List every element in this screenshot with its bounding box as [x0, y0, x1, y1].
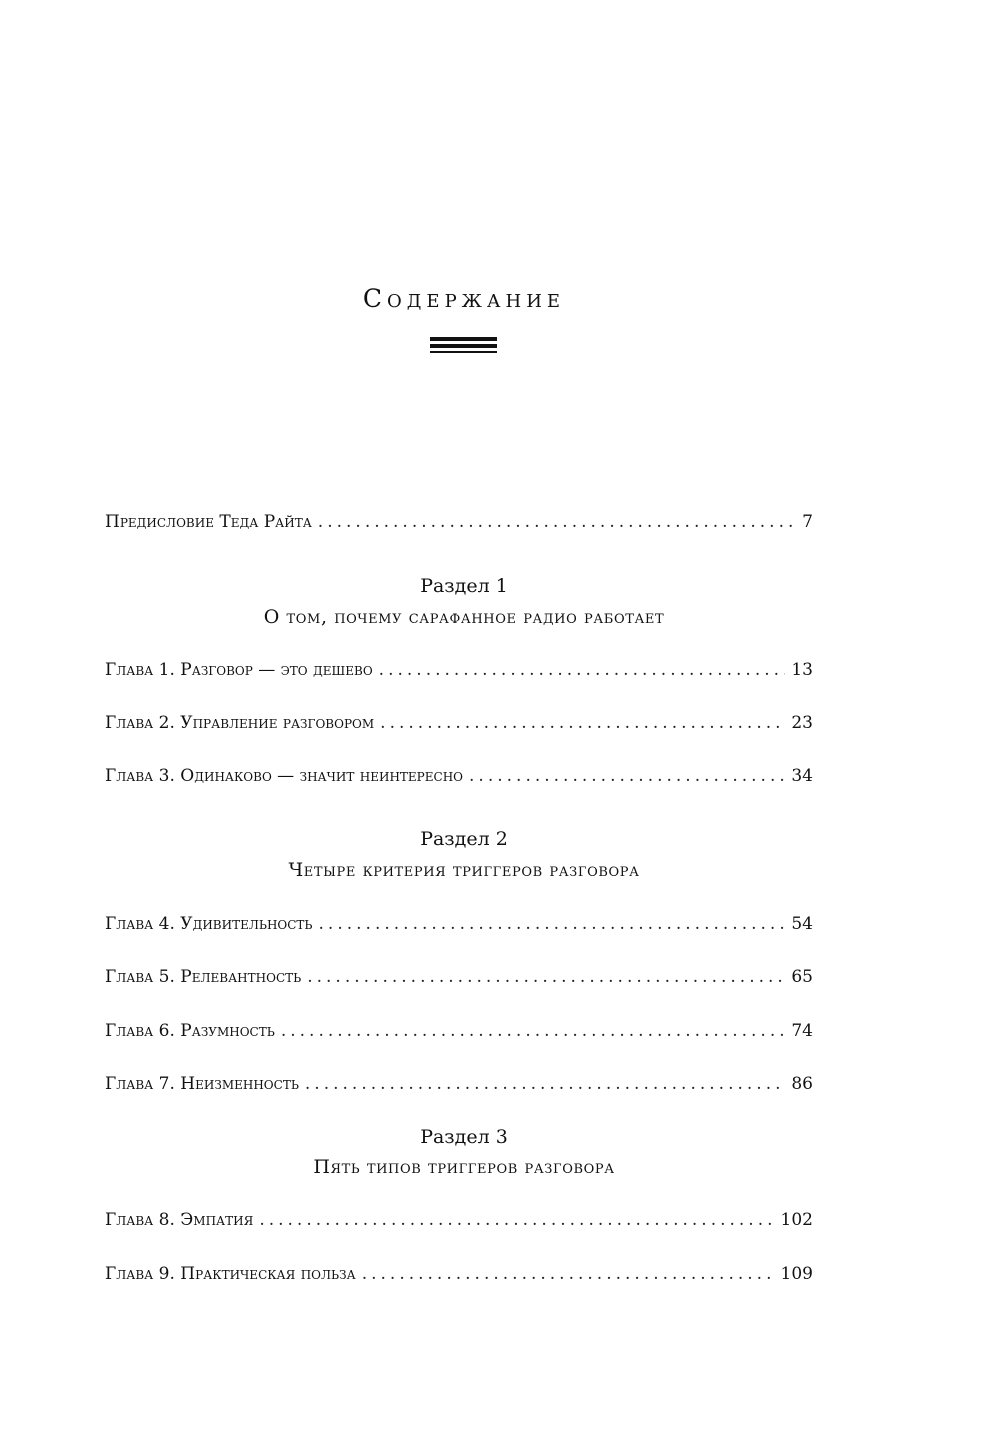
toc-entry-label: Глава 8. Эмпатия [105, 1210, 254, 1230]
toc-entry-page: 109 [780, 1264, 813, 1284]
toc-entry-chapter-6[interactable] [105, 1021, 813, 1041]
title-rule [430, 337, 497, 341]
title-rule [430, 351, 497, 353]
toc-entry-label: Глава 9. Практическая польза [105, 1264, 356, 1284]
toc-entry-chapter-5[interactable] [105, 967, 813, 987]
toc-entry-page: 34 [791, 766, 813, 786]
toc-entry-chapter-7[interactable] [105, 1074, 813, 1094]
section-number: Раздел 2 [420, 828, 508, 850]
toc-entry-label: Глава 6. Разумность [105, 1021, 275, 1041]
toc-entry-chapter-9[interactable] [105, 1264, 813, 1284]
dot-leader [305, 1074, 785, 1094]
toc-entry-label: Глава 3. Одинаково — значит неинтересно [105, 766, 464, 786]
toc-entry-page: 102 [780, 1210, 813, 1230]
toc-entry-label: Глава 1. Разговор — это дешево [105, 660, 373, 680]
dot-leader [318, 512, 796, 532]
toc-entry-chapter-1[interactable] [105, 660, 813, 680]
section-title: Пять типов триггеров разговора [313, 1156, 615, 1178]
section-number: Раздел 1 [420, 575, 508, 597]
toc-entry-page: 86 [791, 1074, 813, 1094]
toc-entry-label: Предисловие Теда Райта [105, 512, 312, 532]
title-rule [430, 344, 497, 348]
toc-entry-page: 65 [791, 967, 813, 987]
toc-entry-page: 74 [791, 1021, 813, 1041]
toc-entry-preface[interactable] [105, 512, 813, 532]
toc-entry-page: 23 [791, 713, 813, 733]
dot-leader [469, 766, 785, 786]
dot-leader [362, 1264, 775, 1284]
toc-entry-chapter-8[interactable] [105, 1210, 813, 1230]
toc-entry-chapter-3[interactable] [105, 766, 813, 786]
dot-leader [380, 713, 785, 733]
toc-entry-page: 13 [791, 660, 813, 680]
toc-entry-label: Глава 2. Управление разговором [105, 713, 375, 733]
section-title: О том, почему сарафанное радио работает [263, 606, 665, 628]
toc-entry-chapter-4[interactable] [105, 914, 813, 934]
toc-entry-label: Глава 5. Релевантность [105, 967, 302, 987]
toc-entry-label: Глава 7. Неизменность [105, 1074, 299, 1094]
section-title: Четыре критерия триггеров разговора [288, 859, 640, 881]
dot-leader [307, 967, 785, 987]
section-number: Раздел 3 [420, 1126, 508, 1148]
dot-leader [281, 1021, 786, 1041]
toc-entry-page: 7 [802, 512, 813, 532]
dot-leader [319, 914, 786, 934]
dot-leader [379, 660, 786, 680]
page-title: Содержание [362, 284, 566, 313]
toc-entry-chapter-2[interactable] [105, 713, 813, 733]
dot-leader [259, 1210, 774, 1230]
toc-entry-label: Глава 4. Удивительность [105, 914, 313, 934]
toc-entry-page: 54 [791, 914, 813, 934]
